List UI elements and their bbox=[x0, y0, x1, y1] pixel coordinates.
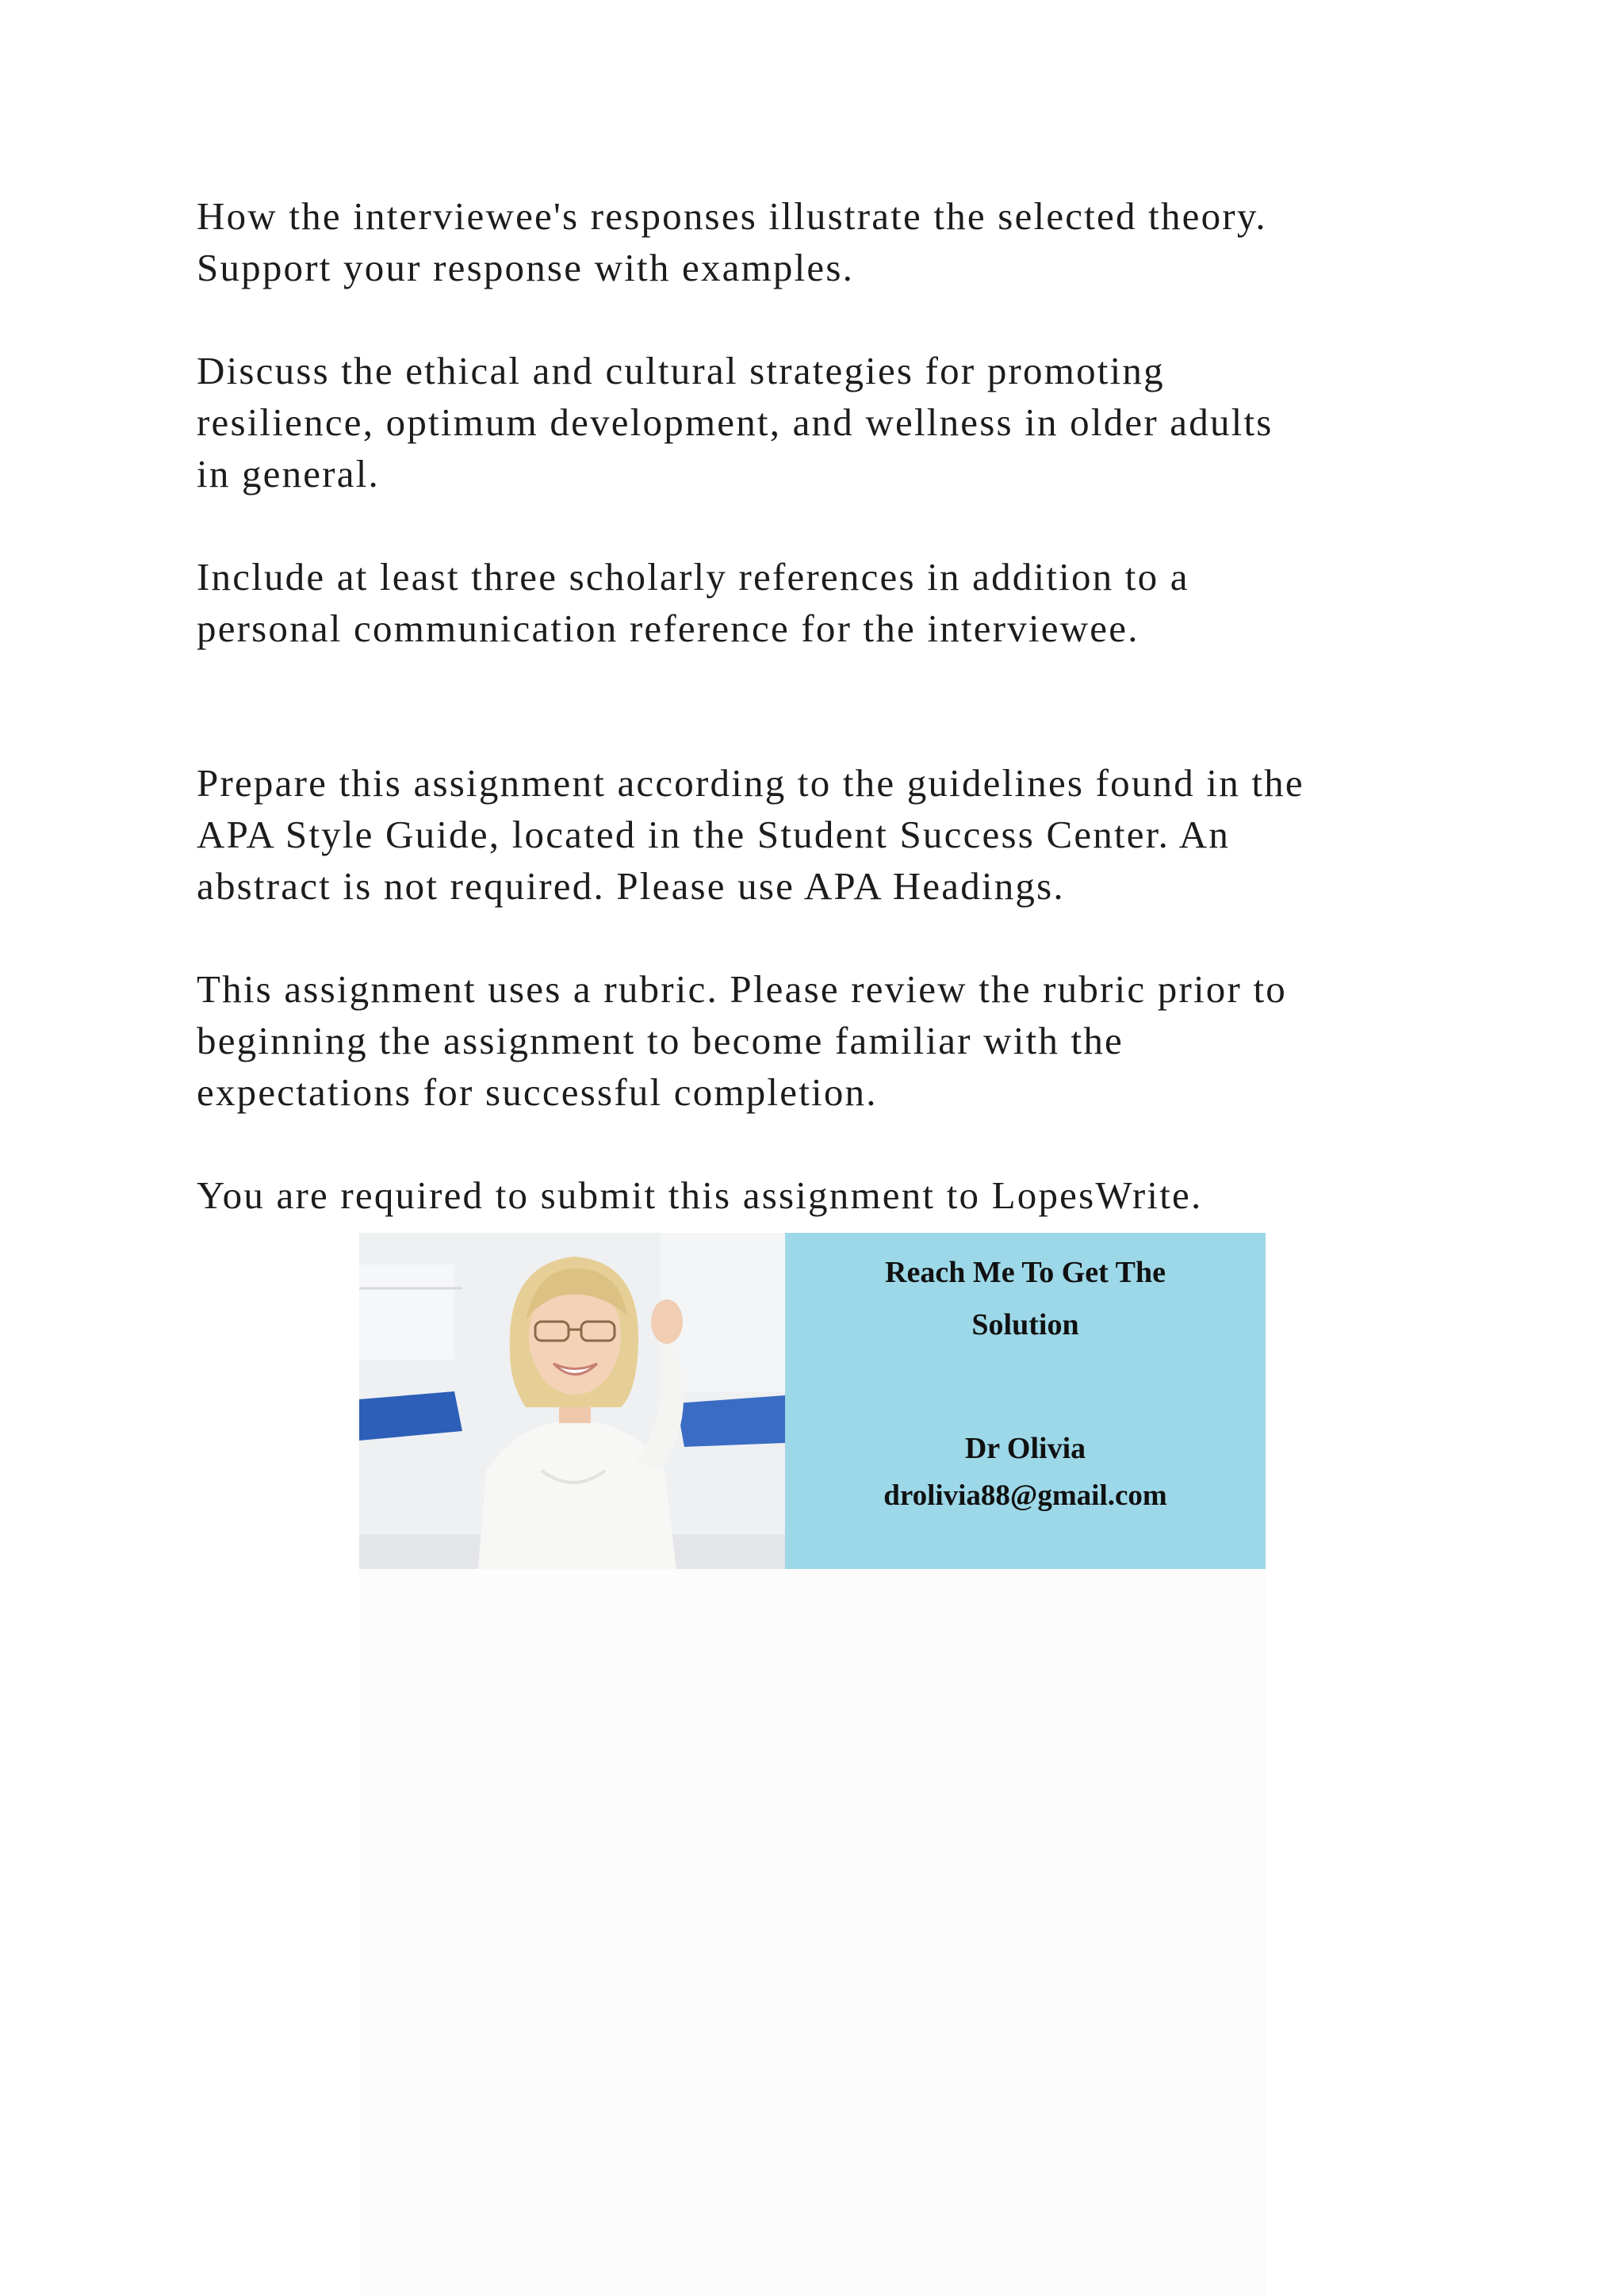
woman-photo-illustration bbox=[359, 1233, 785, 1569]
text-line: Support your response with examples. bbox=[197, 246, 855, 289]
blank-area bbox=[359, 1569, 1266, 2296]
text-line: This assignment uses a rubric. Please review the rubric prior to bbox=[197, 967, 1287, 1011]
contact-email: drolivia88@gmail.com bbox=[883, 1479, 1167, 1512]
advertisement-banner bbox=[359, 1233, 1266, 1569]
text-line: Include at least three scholarly references in addition to a bbox=[197, 555, 1189, 599]
text-line: Prepare this assignment according to the guidelines found in the bbox=[197, 761, 1304, 805]
paragraph-apa-guidelines bbox=[197, 757, 1481, 912]
text-line: abstract is not required. Please use APA Headings. bbox=[197, 864, 1065, 908]
text-line: beginning the assignment to become familiar with the bbox=[197, 1019, 1124, 1062]
paragraph-rubric bbox=[197, 963, 1481, 1118]
text-line: Discuss the ethical and cultural strategies for promoting bbox=[197, 349, 1165, 392]
contact-panel bbox=[785, 1233, 1266, 1569]
paragraph-theory bbox=[197, 190, 1481, 293]
paragraph-references bbox=[197, 551, 1481, 654]
paragraph-strategies bbox=[197, 345, 1481, 499]
text-line: in general. bbox=[197, 452, 380, 496]
text-line: APA Style Guide, located in the Student Success Center. An bbox=[197, 813, 1231, 856]
banner-heading-line1: Reach Me To Get The bbox=[885, 1256, 1166, 1289]
text-line: How the interviewee's responses illustrate the selected theory. bbox=[197, 194, 1267, 238]
text-line: expectations for successful completion. bbox=[197, 1070, 878, 1114]
paragraph-lopeswrite bbox=[197, 1169, 1481, 1221]
text-line: personal communication reference for the interviewee. bbox=[197, 607, 1139, 650]
woman-photo bbox=[359, 1233, 785, 1569]
banner-heading-line2: Solution bbox=[971, 1308, 1079, 1341]
text-line: You are required to submit this assignment to LopesWrite. bbox=[197, 1173, 1203, 1217]
contact-name: Dr Olivia bbox=[964, 1432, 1086, 1465]
text-line: resilience, optimum development, and wellness in older adults bbox=[197, 400, 1274, 444]
document-body bbox=[197, 190, 1481, 1221]
